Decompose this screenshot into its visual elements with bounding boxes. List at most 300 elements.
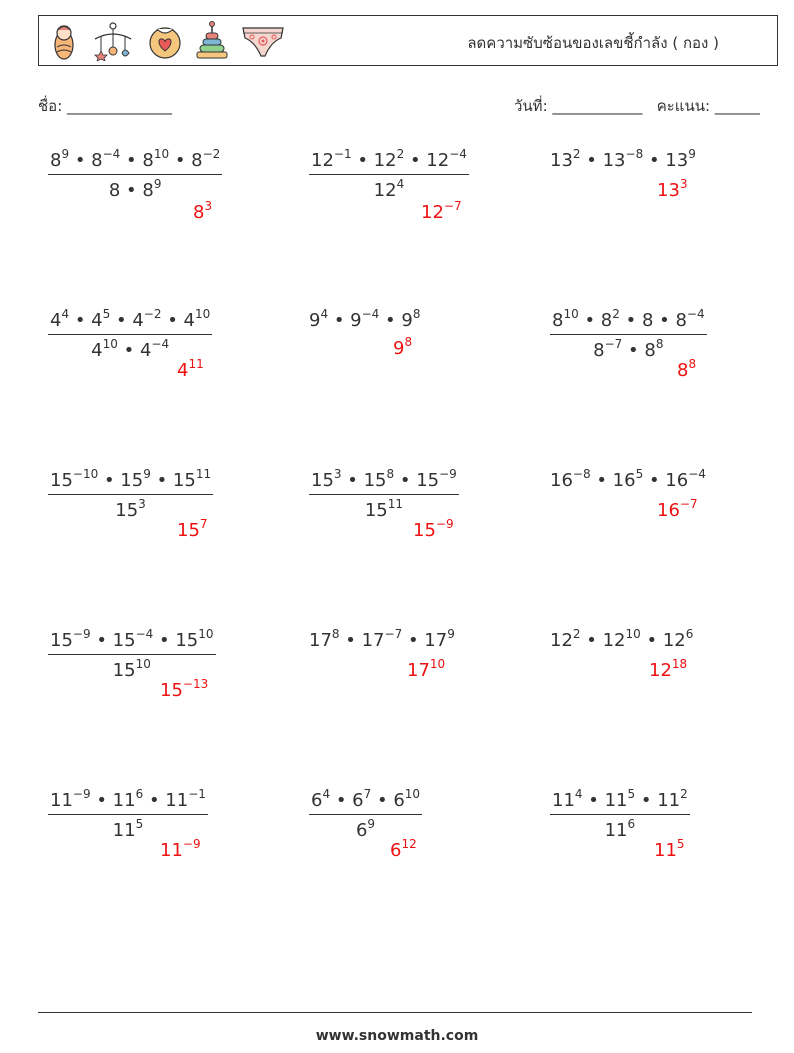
multiply-dot: • (580, 630, 603, 651)
numerator (48, 468, 213, 495)
exponent: 10 (404, 787, 421, 801)
multiply-dot: • (120, 180, 143, 201)
base: 15 (416, 470, 440, 491)
exponent: 8 (655, 337, 664, 351)
answer-4 (177, 358, 204, 381)
power-term (120, 467, 151, 491)
fraction (309, 468, 459, 521)
name-field (38, 94, 172, 118)
power-term (426, 147, 467, 171)
base: 4 (132, 310, 144, 331)
base: 15 (364, 500, 388, 521)
multiply-dot: • (582, 790, 605, 811)
power-term (612, 467, 644, 491)
base: 11 (657, 790, 681, 811)
exponent: 4 (61, 307, 70, 321)
power-term (373, 147, 405, 171)
numerator (309, 148, 469, 175)
exponent: 9 (447, 627, 455, 641)
base: 12 (311, 150, 334, 171)
answer-2 (421, 200, 462, 223)
exponent: 8 (412, 307, 421, 321)
base: 15 (112, 630, 136, 651)
numerator (48, 788, 208, 815)
problem-4 (48, 308, 212, 361)
answer-base: 13 (657, 180, 680, 201)
numerator (550, 308, 707, 335)
power-term (550, 467, 591, 491)
exponent: 9 (367, 817, 376, 831)
exponent: −7 (384, 627, 403, 641)
answer-exponent: 11 (188, 357, 204, 371)
multiply-dot: • (90, 630, 113, 651)
multiply-dot: • (341, 470, 364, 491)
exponent: −2 (143, 307, 162, 321)
answer-exponent: 7 (199, 517, 208, 531)
answer-1 (193, 200, 212, 223)
base: 9 (350, 310, 362, 331)
exponent: −4 (449, 147, 467, 161)
bib-icon (147, 21, 183, 61)
base: 6 (352, 790, 364, 811)
answer-5 (393, 336, 412, 359)
power-term (675, 307, 705, 331)
exponent: 5 (627, 787, 636, 801)
multiply-dot: • (379, 310, 402, 331)
problem-8 (309, 468, 459, 521)
answer-base: 15 (177, 520, 200, 541)
problem-13 (48, 788, 208, 841)
base: 11 (112, 820, 136, 841)
base: 4 (91, 310, 103, 331)
power-term (175, 627, 214, 651)
base: 11 (552, 790, 575, 811)
power-term (183, 307, 211, 331)
base: 11 (604, 790, 628, 811)
power-term (112, 817, 144, 841)
fraction (48, 468, 213, 521)
power-term (416, 467, 457, 491)
power-term (642, 310, 653, 331)
problem-14 (309, 788, 422, 841)
base: 15 (115, 500, 139, 521)
exponent: 3 (333, 467, 342, 481)
problem-3 (550, 148, 696, 171)
fraction (550, 788, 690, 841)
power-term (602, 147, 644, 171)
exponent: 4 (320, 307, 329, 321)
answer-base: 8 (677, 360, 689, 381)
power-term (604, 817, 636, 841)
numerator (309, 468, 459, 495)
date-score-fields (514, 94, 760, 118)
multiply-dot: • (153, 630, 176, 651)
exponent: −4 (686, 307, 705, 321)
power-term (550, 627, 581, 651)
multiply-dot: • (653, 310, 676, 331)
base: 8 (108, 180, 121, 201)
exponent: −4 (135, 627, 154, 641)
base: 13 (550, 150, 573, 171)
power-term (373, 177, 405, 201)
exponent: −4 (151, 337, 170, 351)
base: 4 (183, 310, 195, 331)
multiply-dot: • (402, 630, 425, 651)
multiply-dot: • (69, 150, 92, 171)
problem-5 (309, 308, 420, 331)
power-term (50, 147, 70, 171)
power-term (91, 307, 111, 331)
exponent: 9 (61, 147, 70, 161)
base: 13 (665, 150, 689, 171)
answer-exponent: 10 (429, 657, 446, 671)
base: 15 (175, 630, 199, 651)
exponent: 2 (612, 307, 620, 321)
base: 15 (311, 470, 334, 491)
power-term (401, 307, 421, 331)
answer-10 (160, 678, 208, 701)
exponent: 5 (135, 817, 144, 831)
exponent: 2 (572, 627, 581, 641)
power-term (363, 467, 395, 491)
base: 9 (401, 310, 413, 331)
denominator (48, 175, 222, 201)
exponent: 8 (386, 467, 395, 481)
base: 6 (355, 820, 368, 841)
answer-13 (160, 838, 201, 861)
answer-base: 9 (393, 338, 405, 359)
answer-7 (177, 518, 208, 541)
base: 6 (393, 790, 405, 811)
header-icons (49, 20, 285, 62)
power-term (139, 337, 170, 361)
exponent: 9 (153, 177, 162, 191)
expression (309, 628, 455, 651)
power-term (644, 337, 664, 361)
multiply-dot: • (635, 790, 658, 811)
problem-1 (48, 148, 222, 201)
name-line: ______________ (67, 97, 173, 115)
exponent: 10 (153, 147, 170, 161)
exponent: −4 (688, 467, 706, 481)
problem-9 (550, 468, 706, 491)
multiply-dot: • (169, 150, 192, 171)
base: 11 (112, 790, 136, 811)
exponent: 10 (198, 627, 214, 641)
power-term (309, 627, 340, 651)
exponent: −8 (625, 147, 644, 161)
power-term (112, 627, 154, 651)
multiply-dot: • (110, 310, 133, 331)
multiply-dot: • (371, 790, 394, 811)
multiply-dot: • (143, 790, 166, 811)
answer-12 (649, 658, 687, 681)
expression (309, 308, 420, 331)
power-term (662, 627, 694, 651)
exponent: 11 (195, 467, 212, 481)
exponent: 5 (635, 467, 644, 481)
base: 11 (50, 790, 73, 811)
base: 17 (424, 630, 448, 651)
base: 4 (50, 310, 62, 331)
multiply-dot: • (69, 310, 92, 331)
base: 9 (309, 310, 321, 331)
answer-15 (654, 838, 685, 861)
fraction (309, 788, 422, 841)
multiply-dot: • (622, 340, 645, 361)
base: 12 (373, 150, 397, 171)
power-term (657, 787, 688, 811)
exponent: −8 (572, 467, 591, 481)
answer-exponent: −7 (443, 199, 462, 213)
exponent: −4 (102, 147, 121, 161)
power-term (311, 147, 352, 171)
exponent: −9 (72, 627, 91, 641)
exponent: 10 (194, 307, 211, 321)
power-term (665, 467, 706, 491)
denominator (309, 175, 469, 201)
base: 8 (644, 340, 656, 361)
base: 12 (426, 150, 450, 171)
power-term (600, 307, 620, 331)
answer-base: 11 (160, 840, 183, 861)
name-label: ชื่อ: (38, 97, 63, 115)
power-term (50, 307, 70, 331)
date-label: วันที่: (514, 97, 548, 115)
power-term (552, 787, 583, 811)
base: 17 (361, 630, 385, 651)
base: 12 (373, 180, 397, 201)
exponent: −7 (604, 337, 623, 351)
power-term (142, 147, 170, 171)
power-term (112, 657, 151, 681)
multiply-dot: • (578, 310, 601, 331)
power-term (91, 147, 121, 171)
answer-exponent: 18 (671, 657, 688, 671)
date-line: ____________ (552, 97, 643, 115)
baby-icon (49, 21, 79, 61)
multiply-dot: • (404, 150, 427, 171)
base: 8 (593, 340, 605, 361)
problem-6 (550, 308, 707, 361)
base: 8 (641, 310, 654, 331)
base: 16 (612, 470, 636, 491)
multiply-dot: • (98, 470, 121, 491)
answer-base: 12 (421, 202, 444, 223)
power-term (91, 337, 118, 361)
multiply-dot: • (640, 630, 663, 651)
exponent: 6 (627, 817, 636, 831)
power-term (364, 497, 403, 521)
answer-8 (413, 518, 454, 541)
exponent: 6 (685, 627, 694, 641)
exponent: 10 (625, 627, 641, 641)
base: 16 (550, 470, 573, 491)
problem-7 (48, 468, 213, 521)
base: 8 (600, 310, 613, 331)
expression (550, 468, 706, 491)
power-term (165, 787, 206, 811)
fraction (48, 788, 208, 841)
worksheet-header (38, 15, 778, 66)
base: 11 (604, 820, 628, 841)
answer-exponent: 3 (679, 177, 688, 191)
score-label: คะแนน: (656, 97, 711, 115)
base: 15 (50, 630, 73, 651)
answer-base: 17 (407, 660, 430, 681)
exponent: −1 (188, 787, 206, 801)
power-term (50, 627, 91, 651)
power-term (115, 497, 146, 521)
answer-exponent: −9 (182, 837, 201, 851)
answer-exponent: 12 (401, 837, 417, 851)
exponent: 2 (396, 147, 405, 161)
multiply-dot: • (150, 470, 173, 491)
multiply-dot: • (339, 630, 362, 651)
power-term (350, 307, 380, 331)
expression (550, 628, 693, 651)
power-term (393, 787, 421, 811)
exponent: −9 (439, 467, 457, 481)
multiply-dot: • (580, 150, 603, 171)
power-term (665, 147, 696, 171)
exponent: 2 (680, 787, 688, 801)
worksheet-title: ลดความซับซ้อนของเลขชี้กำลัง ( กอง ) (467, 34, 719, 52)
base: 8 (142, 180, 154, 201)
answer-base: 15 (160, 680, 183, 701)
exponent: 3 (138, 497, 146, 511)
answer-base: 8 (193, 202, 205, 223)
exponent: 9 (688, 147, 696, 161)
exponent: 10 (135, 657, 151, 671)
multiply-dot: • (328, 310, 351, 331)
base: 8 (50, 150, 62, 171)
exponent: 6 (135, 787, 144, 801)
multiply-dot: • (619, 310, 642, 331)
base: 12 (550, 630, 573, 651)
exponent: 5 (102, 307, 111, 321)
exponent: 8 (331, 627, 340, 641)
power-term (352, 787, 372, 811)
exponent: −4 (361, 307, 380, 321)
power-term (311, 787, 331, 811)
answer-6 (677, 358, 696, 381)
answer-exponent: −13 (182, 677, 209, 691)
power-term (552, 307, 579, 331)
power-term (604, 787, 636, 811)
base: 16 (665, 470, 689, 491)
power-term (172, 467, 212, 491)
problem-12 (550, 628, 693, 651)
base: 8 (191, 150, 203, 171)
exponent: 4 (574, 787, 583, 801)
multiply-dot: • (90, 790, 113, 811)
multiply-dot: • (351, 150, 374, 171)
multiply-dot: • (643, 150, 666, 171)
problem-2 (309, 148, 469, 201)
answer-base: 11 (654, 840, 677, 861)
power-term (109, 180, 120, 201)
exponent: 9 (143, 467, 151, 481)
power-term (191, 147, 221, 171)
ring-stacker-icon (195, 21, 229, 61)
base: 15 (120, 470, 144, 491)
multiply-dot: • (330, 790, 353, 811)
answer-base: 16 (657, 500, 680, 521)
answer-exponent: 8 (404, 335, 413, 349)
exponent: 10 (102, 337, 118, 351)
numerator (550, 788, 690, 815)
answer-base: 12 (649, 660, 672, 681)
power-term (593, 337, 623, 361)
base: 13 (602, 150, 626, 171)
base: 8 (142, 150, 154, 171)
answer-exponent: −7 (679, 497, 698, 511)
mobile-toy-icon (91, 21, 135, 61)
answer-base: 4 (177, 360, 189, 381)
answer-11 (407, 658, 445, 681)
answer-exponent: −9 (435, 517, 454, 531)
base: 15 (112, 660, 136, 681)
base: 4 (139, 340, 152, 361)
base: 17 (309, 630, 332, 651)
answer-base: 6 (390, 840, 402, 861)
answer-14 (390, 838, 417, 861)
power-term (50, 787, 91, 811)
numerator (309, 788, 422, 815)
answer-exponent: 3 (204, 199, 213, 213)
power-term (355, 817, 376, 841)
multiply-dot: • (120, 150, 143, 171)
fraction (48, 628, 216, 681)
footer-url: www.snowmath.com (315, 1028, 479, 1044)
exponent: 4 (322, 787, 331, 801)
base: 11 (165, 790, 189, 811)
exponent: 4 (396, 177, 405, 191)
multiply-dot: • (161, 310, 184, 331)
answer-3 (657, 178, 688, 201)
base: 6 (311, 790, 323, 811)
power-term (550, 147, 581, 171)
power-term (142, 177, 162, 201)
exponent: −10 (72, 467, 99, 481)
power-term (50, 467, 99, 491)
exponent: −9 (72, 787, 91, 801)
exponent: 10 (563, 307, 579, 321)
numerator (48, 148, 222, 175)
power-term (361, 627, 403, 651)
numerator (48, 308, 212, 335)
power-term (311, 467, 342, 491)
multiply-dot: • (643, 470, 666, 491)
base: 4 (91, 340, 103, 361)
problem-10 (48, 628, 216, 681)
power-term (424, 627, 455, 651)
score-line: ______ (714, 97, 760, 115)
fraction (48, 148, 222, 201)
problem-11 (309, 628, 455, 651)
numerator (48, 628, 216, 655)
multiply-dot: • (590, 470, 613, 491)
problem-15 (550, 788, 690, 841)
fraction (48, 308, 212, 361)
answer-exponent: 8 (688, 357, 697, 371)
exponent: 7 (363, 787, 372, 801)
footer-divider (38, 1012, 752, 1013)
base: 8 (91, 150, 103, 171)
answer-base: 15 (413, 520, 436, 541)
base: 15 (363, 470, 387, 491)
